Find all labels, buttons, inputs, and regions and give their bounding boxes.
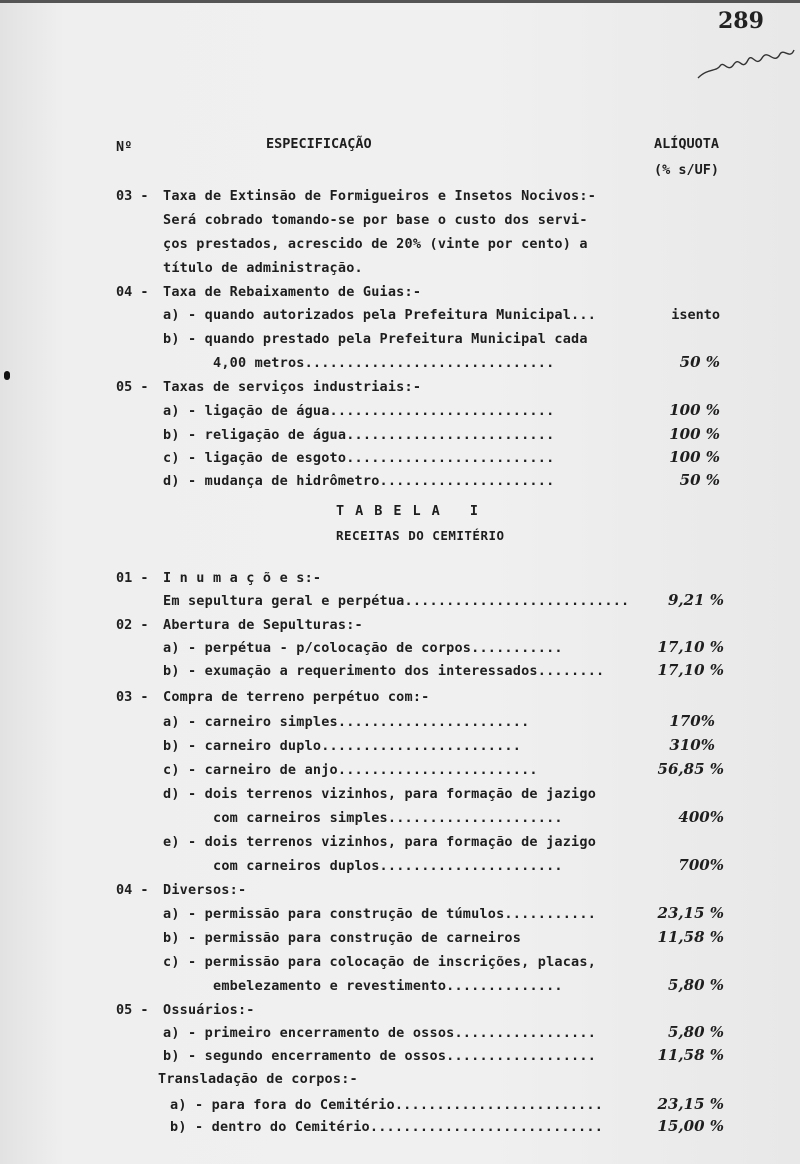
table-subtitle: RECEITAS DO CEMITÉRIO bbox=[336, 528, 505, 543]
ink-speck bbox=[4, 371, 10, 380]
item-line: a) - quando autorizados pela Prefeitura Municipal... bbox=[163, 307, 597, 323]
item-line: b) - religação de água......................... bbox=[163, 427, 555, 443]
item-number: 02 - bbox=[116, 617, 149, 633]
item-value: 50 % bbox=[679, 353, 720, 371]
item-number: 04 - bbox=[116, 284, 149, 300]
item-line: a) - perpétua - p/colocação de corpos........... bbox=[163, 640, 563, 656]
item-line: com carneiros simples..................... bbox=[213, 810, 563, 826]
item-line: I n u m a ç õ e s:- bbox=[163, 570, 322, 586]
item-value: 23,15 % bbox=[657, 1095, 724, 1113]
item-line: b) - segundo encerramento de ossos.................. bbox=[163, 1048, 597, 1064]
item-line: Taxa de Extinsão de Formigueiros e Insetos Nocivos:- bbox=[163, 188, 597, 204]
item-value: 11,58 % bbox=[657, 928, 724, 946]
item-line: com carneiros duplos...................... bbox=[213, 858, 563, 874]
item-line: a) - primeiro encerramento de ossos................. bbox=[163, 1025, 597, 1041]
item-number: 05 - bbox=[116, 379, 149, 395]
table-title: TABELA I bbox=[336, 503, 490, 519]
item-line: c) - permissão para colocação de inscrições, placas, bbox=[163, 954, 597, 970]
item-line: Em sepultura geral e perpétua........................... bbox=[163, 593, 630, 609]
item-number: 03 - bbox=[116, 689, 149, 705]
item-line: a) - para fora do Cemitério......................... bbox=[170, 1097, 604, 1113]
item-value: 100 % bbox=[669, 448, 720, 466]
item-value: 23,15 % bbox=[657, 904, 724, 922]
item-value: 11,58 % bbox=[657, 1046, 724, 1064]
item-number: 01 - bbox=[116, 570, 149, 586]
item-line: Será cobrado tomando-se por base o custo dos servi- bbox=[163, 212, 588, 228]
item-line: b) - carneiro duplo........................ bbox=[163, 738, 522, 754]
item-value: 17,10 % bbox=[657, 661, 724, 679]
item-number: 03 - bbox=[116, 188, 149, 204]
item-line: b) - dentro do Cemitério............................ bbox=[170, 1119, 604, 1135]
item-line: b) - exumação a requerimento dos interessados........ bbox=[163, 663, 605, 679]
item-value: 170% bbox=[669, 712, 715, 730]
item-value: 15,00 % bbox=[657, 1117, 724, 1135]
item-line: Abertura de Sepulturas:- bbox=[163, 617, 363, 633]
page-number: 289 bbox=[718, 8, 764, 34]
item-line: c) - ligação de esgoto......................... bbox=[163, 450, 555, 466]
item-line: Taxas de serviços industriais:- bbox=[163, 379, 422, 395]
header-spec: ESPECIFICAÇÃO bbox=[266, 136, 372, 152]
item-value: 17,10 % bbox=[657, 638, 724, 656]
item-line: c) - carneiro de anjo........................ bbox=[163, 762, 538, 778]
item-value: 50 % bbox=[679, 471, 720, 489]
item-line: e) - dois terrenos vizinhos, para formação de jazigo bbox=[163, 834, 597, 850]
item-line: b) - quando prestado pela Prefeitura Municipal cada bbox=[163, 331, 588, 347]
item-line: d) - dois terrenos vizinhos, para formação de jazigo bbox=[163, 786, 597, 802]
page-top-edge bbox=[0, 0, 800, 3]
item-number: 04 - bbox=[116, 882, 149, 898]
item-value: 310% bbox=[669, 736, 715, 754]
item-line: embelezamento e revestimento.............. bbox=[213, 978, 563, 994]
item-line: ços prestados, acrescido de 20% (vinte por cento) a bbox=[163, 236, 588, 252]
item-line: d) - mudança de hidrômetro..................... bbox=[163, 473, 555, 489]
item-line: 4,00 metros.............................. bbox=[213, 355, 555, 371]
item-value: isento bbox=[671, 307, 720, 323]
item-value: 400% bbox=[678, 808, 724, 826]
item-line: a) - carneiro simples....................... bbox=[163, 714, 530, 730]
item-line: a) - permissão para construção de túmulos........... bbox=[163, 906, 597, 922]
item-value: 5,80 % bbox=[667, 1023, 724, 1041]
item-line: b) - permissão para construção de carneiros bbox=[163, 930, 522, 946]
item-value: 56,85 % bbox=[657, 760, 724, 778]
handwritten-mark bbox=[690, 38, 800, 88]
item-line: Diversos:- bbox=[163, 882, 247, 898]
item-value: 100 % bbox=[669, 425, 720, 443]
item-line: Compra de terreno perpétuo com:- bbox=[163, 689, 430, 705]
item-value: 700% bbox=[678, 856, 724, 874]
item-line: título de administração. bbox=[163, 260, 363, 276]
item-value: 5,80 % bbox=[667, 976, 724, 994]
header-unit: (% s/UF) bbox=[654, 162, 720, 178]
header-aliquota: ALÍQUOTA bbox=[654, 136, 720, 152]
item-line: Transladação de corpos:- bbox=[158, 1071, 358, 1087]
item-number: 05 - bbox=[116, 1002, 149, 1018]
item-value: 100 % bbox=[669, 401, 720, 419]
item-line: a) - ligação de água........................... bbox=[163, 403, 555, 419]
item-value: 9,21 % bbox=[667, 591, 724, 609]
item-line: Taxa de Rebaixamento de Guias:- bbox=[163, 284, 422, 300]
header-no: Nº bbox=[116, 139, 133, 155]
item-line: Ossuários:- bbox=[163, 1002, 255, 1018]
